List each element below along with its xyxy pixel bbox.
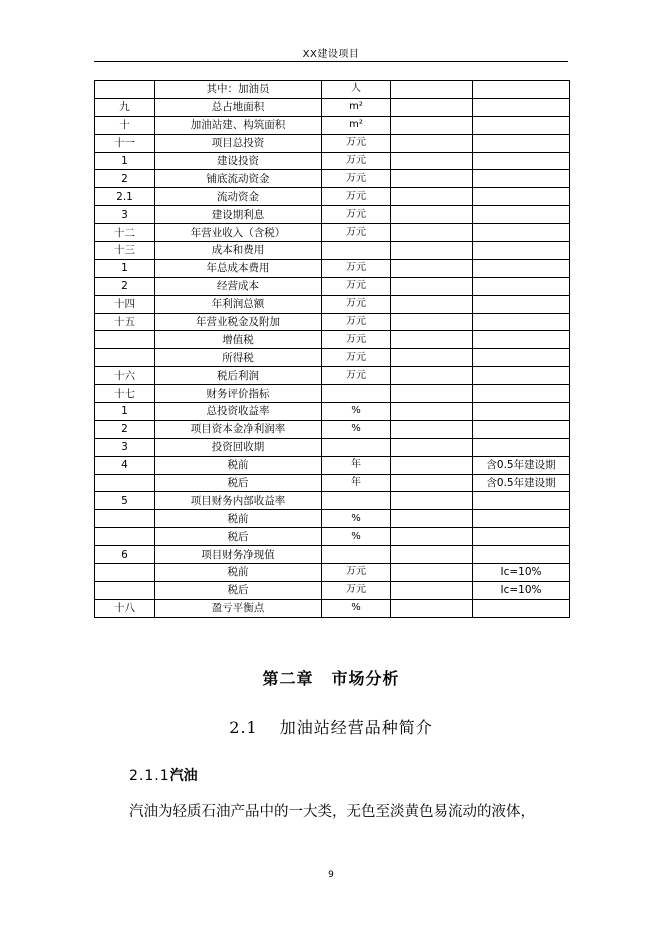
row-number-cell: 1 — [95, 403, 155, 421]
value-cell — [391, 188, 473, 206]
value-cell — [391, 224, 473, 242]
table-row — [95, 152, 570, 170]
item-name-cell: 经营成本 — [155, 277, 322, 295]
item-name-cell: 项目总投资 — [155, 134, 322, 152]
unit-cell — [322, 385, 391, 403]
row-number-cell: 3 — [95, 438, 155, 456]
unit-cell — [322, 438, 391, 456]
item-name-cell: 税前 — [155, 456, 322, 474]
note-cell — [473, 313, 570, 331]
section-number: 2.1 — [229, 718, 258, 737]
row-number-cell: 十七 — [95, 385, 155, 403]
table-row — [95, 313, 570, 331]
table-row — [95, 564, 570, 582]
subsection-number: 2.1.1 — [129, 768, 170, 784]
item-name-cell: 投资回收期 — [155, 438, 322, 456]
table-body — [95, 81, 570, 618]
item-name-cell: 流动资金 — [155, 188, 322, 206]
value-cell — [391, 259, 473, 277]
item-name-cell: 税前 — [155, 564, 322, 582]
unit-cell: 万元 — [322, 581, 391, 599]
unit-cell: 万元 — [322, 277, 391, 295]
subsection-title: 汽油 — [169, 768, 198, 784]
table-row — [95, 277, 570, 295]
value-cell — [391, 277, 473, 295]
item-name-cell: 项目财务内部收益率 — [155, 492, 322, 510]
row-number-cell — [95, 510, 155, 528]
item-name-cell: 加油站建、构筑面积 — [155, 116, 322, 134]
unit-cell: 万元 — [322, 170, 391, 188]
value-cell — [391, 81, 473, 99]
note-cell — [473, 224, 570, 242]
row-number-cell — [95, 331, 155, 349]
note-cell — [473, 116, 570, 134]
row-number-cell — [95, 528, 155, 546]
table-row — [95, 134, 570, 152]
unit-cell: % — [322, 403, 391, 421]
item-name-cell: 年营业收入（含税） — [155, 224, 322, 242]
note-cell — [473, 599, 570, 617]
item-name-cell: 项目财务净现值 — [155, 546, 322, 564]
unit-cell: m² — [322, 116, 391, 134]
note-cell — [473, 331, 570, 349]
table-row — [95, 420, 570, 438]
running-header: XX建设项目 — [302, 49, 360, 60]
value-cell — [391, 295, 473, 313]
unit-cell: 万元 — [322, 367, 391, 385]
value-cell — [391, 116, 473, 134]
page-number: 9 — [328, 870, 334, 880]
row-number-cell: 6 — [95, 546, 155, 564]
value-cell — [391, 564, 473, 582]
value-cell — [391, 134, 473, 152]
value-cell — [391, 528, 473, 546]
row-number-cell: 2.1 — [95, 188, 155, 206]
table-row — [95, 385, 570, 403]
row-number-cell: 十八 — [95, 599, 155, 617]
unit-cell: 万元 — [322, 206, 391, 224]
table-row — [95, 599, 570, 617]
item-name-cell: 年总成本费用 — [155, 259, 322, 277]
note-cell — [473, 81, 570, 99]
row-number-cell — [95, 81, 155, 99]
value-cell — [391, 313, 473, 331]
item-name-cell: 项目资本金净利润率 — [155, 420, 322, 438]
unit-cell: % — [322, 510, 391, 528]
note-cell — [473, 98, 570, 116]
row-number-cell: 九 — [95, 98, 155, 116]
row-number-cell: 十四 — [95, 295, 155, 313]
table-row — [95, 403, 570, 421]
value-cell — [391, 546, 473, 564]
table-row — [95, 224, 570, 242]
table-row — [95, 116, 570, 134]
row-number-cell: 4 — [95, 456, 155, 474]
row-number-cell: 十二 — [95, 224, 155, 242]
note-cell — [473, 528, 570, 546]
section-heading — [0, 715, 662, 738]
unit-cell: 年 — [322, 474, 391, 492]
unit-cell: 万元 — [322, 313, 391, 331]
value-cell — [391, 510, 473, 528]
item-name-cell: 税后 — [155, 581, 322, 599]
value-cell — [391, 599, 473, 617]
value-cell — [391, 456, 473, 474]
item-name-cell: 年营业税金及附加 — [155, 313, 322, 331]
table-row — [95, 546, 570, 564]
item-name-cell: 年利润总额 — [155, 295, 322, 313]
item-name-cell: 财务评价指标 — [155, 385, 322, 403]
row-number-cell — [95, 581, 155, 599]
note-cell — [473, 277, 570, 295]
note-cell: Ic=10% — [473, 581, 570, 599]
item-name-cell: 税前 — [155, 510, 322, 528]
table-row — [95, 188, 570, 206]
table-row — [95, 456, 570, 474]
note-cell — [473, 206, 570, 224]
unit-cell: 万元 — [322, 259, 391, 277]
note-cell — [473, 403, 570, 421]
row-number-cell: 3 — [95, 206, 155, 224]
table-row — [95, 81, 570, 99]
note-cell — [473, 188, 570, 206]
item-name-cell: 盈亏平衡点 — [155, 599, 322, 617]
row-number-cell: 十六 — [95, 367, 155, 385]
unit-cell: 人 — [322, 81, 391, 99]
note-cell — [473, 242, 570, 260]
item-name-cell: 所得税 — [155, 349, 322, 367]
row-number-cell — [95, 474, 155, 492]
unit-cell: 万元 — [322, 188, 391, 206]
item-name-cell: 总投资收益率 — [155, 403, 322, 421]
item-name-cell: 税后 — [155, 474, 322, 492]
row-number-cell: 5 — [95, 492, 155, 510]
note-cell — [473, 295, 570, 313]
item-name-cell: 铺底流动资金 — [155, 170, 322, 188]
unit-cell: % — [322, 528, 391, 546]
value-cell — [391, 206, 473, 224]
unit-cell — [322, 242, 391, 260]
table-row — [95, 528, 570, 546]
unit-cell: 万元 — [322, 134, 391, 152]
value-cell — [391, 367, 473, 385]
table-row — [95, 438, 570, 456]
value-cell — [391, 170, 473, 188]
item-name-cell: 总占地面积 — [155, 98, 322, 116]
row-number-cell: 十 — [95, 116, 155, 134]
note-cell — [473, 438, 570, 456]
row-number-cell: 十五 — [95, 313, 155, 331]
unit-cell: 年 — [322, 456, 391, 474]
value-cell — [391, 98, 473, 116]
table-row — [95, 510, 570, 528]
unit-cell: 万元 — [322, 564, 391, 582]
table-row — [95, 581, 570, 599]
item-name-cell: 税后 — [155, 528, 322, 546]
row-number-cell: 2 — [95, 420, 155, 438]
value-cell — [391, 474, 473, 492]
row-number-cell: 十三 — [95, 242, 155, 260]
chapter-heading — [0, 666, 662, 689]
row-number-cell: 十一 — [95, 134, 155, 152]
note-cell: 含0.5年建设期 — [473, 456, 570, 474]
table-row — [95, 170, 570, 188]
note-cell — [473, 152, 570, 170]
item-name-cell: 其中：加油员 — [155, 81, 322, 99]
table-row — [95, 367, 570, 385]
table-row — [95, 474, 570, 492]
item-name-cell: 建设期利息 — [155, 206, 322, 224]
value-cell — [391, 403, 473, 421]
unit-cell: m² — [322, 98, 391, 116]
unit-cell: 万元 — [322, 331, 391, 349]
unit-cell — [322, 492, 391, 510]
value-cell — [391, 581, 473, 599]
unit-cell: % — [322, 599, 391, 617]
note-cell — [473, 510, 570, 528]
note-cell: 含0.5年建设期 — [473, 474, 570, 492]
row-number-cell — [95, 349, 155, 367]
unit-cell: 万元 — [322, 152, 391, 170]
row-number-cell — [95, 564, 155, 582]
table-row — [95, 492, 570, 510]
value-cell — [391, 152, 473, 170]
value-cell — [391, 438, 473, 456]
note-cell — [473, 420, 570, 438]
table-row — [95, 242, 570, 260]
note-cell — [473, 492, 570, 510]
note-cell — [473, 546, 570, 564]
value-cell — [391, 492, 473, 510]
note-cell — [473, 385, 570, 403]
note-cell — [473, 349, 570, 367]
financial-indicators-table — [94, 80, 570, 618]
row-number-cell: 2 — [95, 277, 155, 295]
note-cell — [473, 170, 570, 188]
item-name-cell: 建设投资 — [155, 152, 322, 170]
value-cell — [391, 242, 473, 260]
table-row — [95, 331, 570, 349]
chapter-title: 市场分析 — [331, 669, 400, 688]
item-name-cell: 成本和费用 — [155, 242, 322, 260]
header-divider — [94, 61, 568, 62]
item-name-cell: 税后利润 — [155, 367, 322, 385]
row-number-cell: 1 — [95, 259, 155, 277]
value-cell — [391, 349, 473, 367]
value-cell — [391, 420, 473, 438]
value-cell — [391, 331, 473, 349]
unit-cell: 万元 — [322, 349, 391, 367]
note-cell: Ic=10% — [473, 564, 570, 582]
unit-cell: 万元 — [322, 295, 391, 313]
chapter-number: 第二章 — [262, 669, 314, 688]
body-paragraph: 汽油为轻质石油产品中的一大类，无色至淡黄色易流动的液体， — [129, 804, 535, 820]
unit-cell — [322, 546, 391, 564]
table-row — [95, 349, 570, 367]
unit-cell: 万元 — [322, 224, 391, 242]
row-number-cell: 2 — [95, 170, 155, 188]
note-cell — [473, 259, 570, 277]
unit-cell: % — [322, 420, 391, 438]
table-row — [95, 259, 570, 277]
value-cell — [391, 385, 473, 403]
table-row — [95, 98, 570, 116]
item-name-cell: 增值税 — [155, 331, 322, 349]
row-number-cell: 1 — [95, 152, 155, 170]
note-cell — [473, 134, 570, 152]
subsection-heading — [129, 765, 198, 785]
table-row — [95, 206, 570, 224]
table-row — [95, 295, 570, 313]
note-cell — [473, 367, 570, 385]
section-title: 加油站经营品种简介 — [279, 718, 433, 737]
